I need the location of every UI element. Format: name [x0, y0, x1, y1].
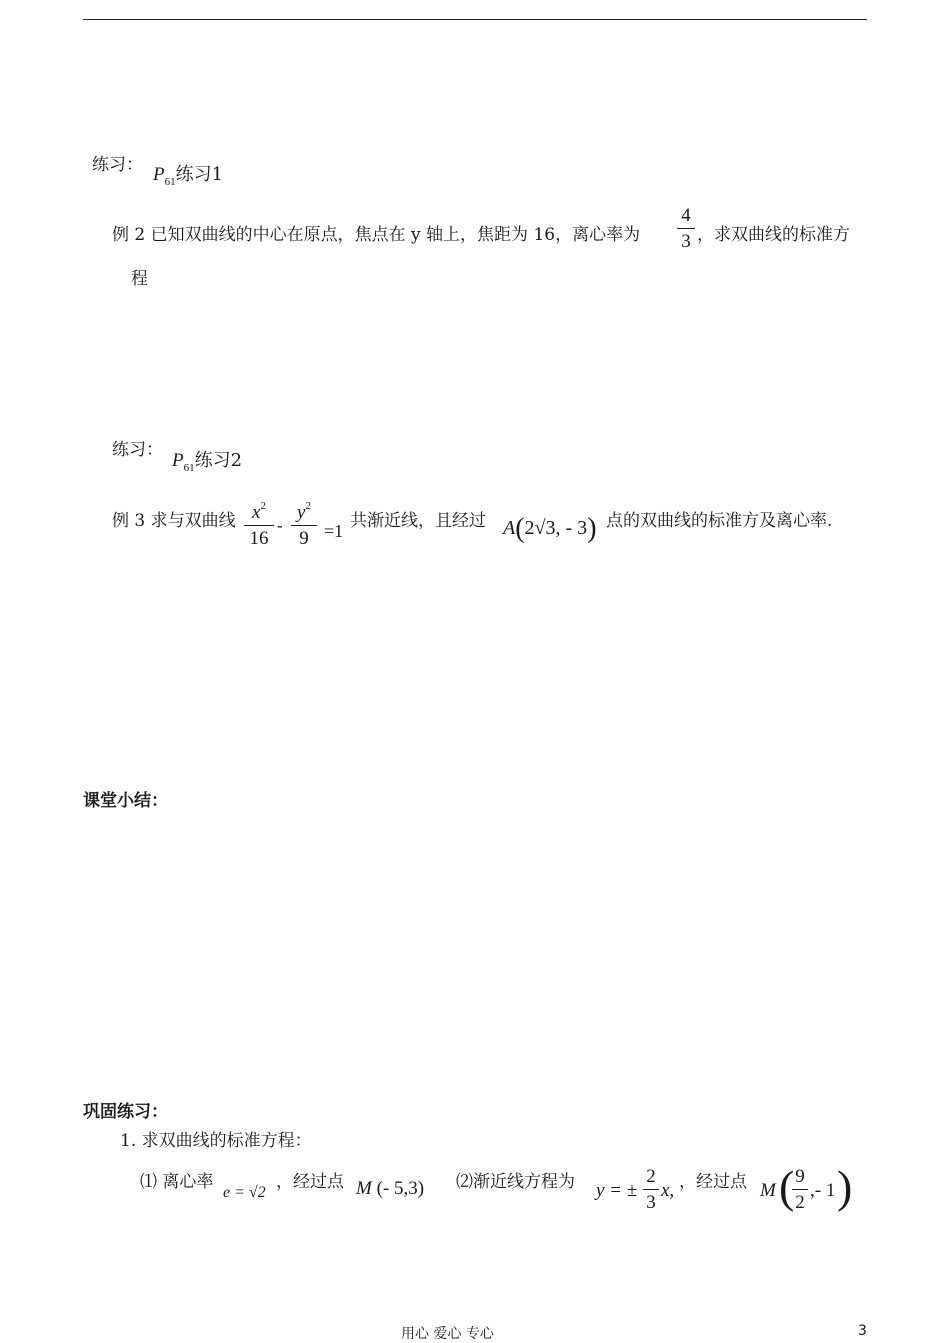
- frac-numerator: 9: [795, 1166, 805, 1187]
- part1-eccentricity: e = √2: [223, 1184, 266, 1201]
- frac-numerator: $y^2$: [297, 500, 311, 523]
- frac-bar: [643, 1189, 659, 1190]
- practice2-label: 练习：: [112, 440, 163, 460]
- frac-bar: [677, 228, 695, 229]
- header-rule: [83, 19, 867, 20]
- frac-denominator: 2: [795, 1192, 805, 1213]
- example3-fraction-y: [291, 500, 317, 549]
- frac-bar: [792, 1189, 808, 1190]
- practice1-text: 练习1: [175, 164, 224, 185]
- example2-lead: 例 2 已知双曲线的中心在原点，焦点在 y 轴上，焦距为 16，离心率为: [112, 225, 641, 245]
- example3-mid: 共渐近线，且经过: [350, 511, 486, 531]
- frac-denominator: 9: [299, 528, 309, 549]
- p-symbol: P: [153, 164, 165, 185]
- part2-point-label: M: [760, 1180, 776, 1201]
- example3-tail: 点的双曲线的标准方及离心率.: [606, 511, 833, 531]
- frac-denominator: 16: [249, 528, 269, 549]
- part2-point-tail: ,- 1: [810, 1180, 836, 1201]
- consolidate-heading: 巩固练习：: [83, 1102, 168, 1122]
- frac-denominator: 3: [646, 1192, 656, 1213]
- example2-eccentricity-fraction: [677, 206, 695, 251]
- example3-point: A(2√3, - 3): [503, 513, 597, 544]
- part1-label: ⑴ 离心率: [140, 1172, 214, 1192]
- question-1: 1. 求双曲线的标准方程：: [120, 1131, 312, 1151]
- part2-asymptote-rhs: x,: [661, 1180, 675, 1201]
- part2-mid: ，经过点: [679, 1172, 747, 1192]
- point-label: M: [356, 1178, 372, 1199]
- p-subscript: 61: [183, 462, 195, 474]
- equals-one: =1: [324, 521, 344, 541]
- point-coordinates: 2√3, - 3: [524, 517, 588, 539]
- practice1-label: 练习：: [92, 155, 143, 175]
- frac-bar: [291, 525, 317, 526]
- practice1-ref: [153, 160, 223, 186]
- frac-numerator: 2: [646, 1166, 656, 1187]
- frac-denominator: 3: [681, 231, 691, 252]
- part1-mid: ，经过点: [276, 1172, 344, 1192]
- part1-point: [356, 1178, 424, 1200]
- left-paren: (: [779, 1161, 795, 1212]
- right-paren: ): [837, 1161, 853, 1212]
- example3-lead: 例 3 求与双曲线: [112, 511, 236, 531]
- p-subscript: 61: [164, 176, 176, 188]
- part2-point-fraction: [792, 1167, 808, 1212]
- p-symbol: P: [172, 450, 184, 471]
- part2-asymptote-fraction: [643, 1167, 659, 1212]
- point-label: A: [503, 517, 516, 539]
- footer-motto: 用心 爱心 专心: [401, 1326, 494, 1342]
- practice2-text: 练习2: [194, 450, 243, 471]
- example3-fraction-x: [244, 500, 274, 549]
- frac-numerator: 4: [681, 205, 691, 226]
- frac-numerator: $x^2$: [252, 500, 266, 523]
- frac-bar: [244, 525, 274, 526]
- practice2-ref: [172, 446, 242, 472]
- summary-heading: 课堂小结：: [83, 791, 168, 811]
- part2-asymptote-lhs: y = ±: [596, 1180, 638, 1201]
- minus-sign: -: [277, 516, 283, 535]
- part2-label: ⑵渐近线方程为: [456, 1172, 575, 1192]
- example2-tail: ，求双曲线的标准方: [697, 225, 850, 245]
- point-coordinates: (- 5,3): [376, 1178, 425, 1199]
- page-number: 3: [858, 1323, 867, 1339]
- example2-continuation: 程: [131, 269, 148, 289]
